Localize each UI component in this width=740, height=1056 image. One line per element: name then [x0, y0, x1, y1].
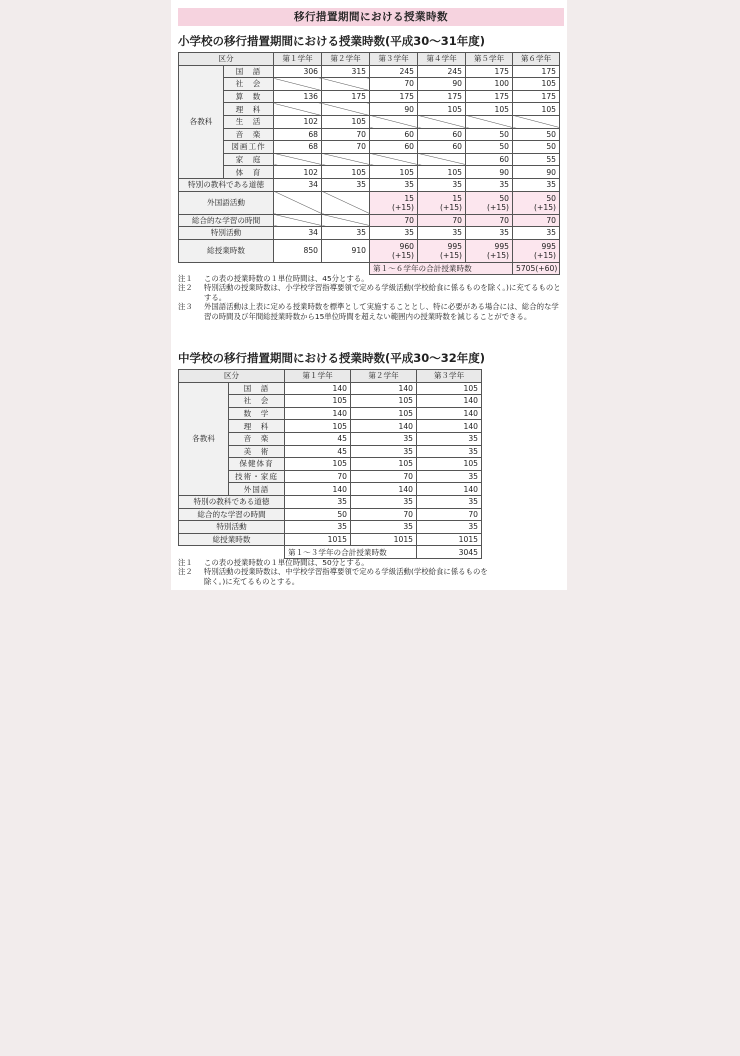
subject-label: 保健体育 [229, 458, 285, 471]
value-cell: 50 [466, 128, 513, 141]
value-cell: 35 [513, 227, 560, 240]
table-row [179, 533, 482, 546]
value-cell: 70 [370, 214, 418, 227]
value-extra: (+15) [440, 202, 462, 212]
value-cell: 105 [351, 458, 417, 471]
value-cell: 175 [513, 65, 560, 78]
value-extra: (+15) [392, 250, 414, 260]
value-cell: 35 [285, 521, 351, 534]
table-row [179, 521, 482, 534]
subject-label: 音 楽 [224, 128, 274, 141]
value-cell: 105 [285, 420, 351, 433]
junior-notes [178, 558, 488, 586]
value-cell: 70 [513, 214, 560, 227]
value-cell: 140 [417, 407, 482, 420]
header-cell: 第６学年 [513, 53, 560, 66]
value-cell: 35 [322, 178, 370, 191]
note-key: 注２ [178, 283, 193, 293]
value-cell: 35 [370, 178, 418, 191]
subject-label: 社 会 [229, 395, 285, 408]
value-main: 995 [541, 241, 556, 251]
header-cell: 第１学年 [285, 370, 351, 383]
value-cell [466, 239, 513, 262]
note-key: 注１ [178, 558, 193, 567]
note-item [178, 567, 488, 586]
integrated-label: 総合的な学習の時間 [179, 214, 274, 227]
note-key: 注２ [178, 567, 193, 577]
value-cell: 70 [351, 470, 417, 483]
value-extra: (+15) [392, 202, 414, 212]
value-cell: 35 [417, 470, 482, 483]
value-cell: 140 [351, 483, 417, 496]
value-cell [370, 239, 418, 262]
value-main: 50 [546, 193, 556, 203]
value-cell: 34 [274, 227, 322, 240]
note-key: 注１ [178, 274, 193, 283]
value-cell: 68 [274, 141, 322, 154]
foreign-label: 外国語活動 [179, 191, 274, 214]
value-cell: 70 [351, 508, 417, 521]
value-cell: 35 [322, 227, 370, 240]
value-cell: 105 [417, 382, 482, 395]
empty-cell [322, 153, 370, 166]
value-cell: 102 [274, 166, 322, 179]
value-cell: 306 [274, 65, 322, 78]
value-cell: 140 [285, 483, 351, 496]
elementary-notes [178, 274, 562, 321]
page-banner: 移行措置期間における授業時数 [178, 8, 564, 26]
value-main: 50 [499, 193, 509, 203]
subject-label: 図画工作 [224, 141, 274, 154]
value-cell [418, 191, 466, 214]
table-row [179, 153, 560, 166]
value-cell: 105 [322, 115, 370, 128]
value-cell: 105 [370, 166, 418, 179]
table-row [179, 115, 560, 128]
value-cell: 90 [418, 78, 466, 91]
table-row [179, 128, 560, 141]
sum-row [179, 546, 482, 559]
moral-label: 特別の教科である道徳 [179, 178, 274, 191]
subject-label: 数 学 [229, 407, 285, 420]
empty-cell [370, 153, 418, 166]
value-cell: 60 [418, 128, 466, 141]
value-cell: 910 [322, 239, 370, 262]
value-cell: 50 [285, 508, 351, 521]
header-cell: 第３学年 [370, 53, 418, 66]
row-label: 特別の教科である道徳 [179, 495, 285, 508]
value-cell: 35 [466, 227, 513, 240]
subject-label: 国 語 [224, 65, 274, 78]
value-cell: 140 [351, 382, 417, 395]
subject-label: 家 庭 [224, 153, 274, 166]
empty-cell [274, 103, 322, 116]
group-label: 各教科 [179, 382, 229, 495]
header-cell: 第２学年 [322, 53, 370, 66]
subject-label: 算 数 [224, 90, 274, 103]
note-key: 注３ [178, 302, 193, 312]
value-cell: 35 [285, 495, 351, 508]
value-cell: 175 [513, 90, 560, 103]
empty-cell [274, 153, 322, 166]
value-cell [370, 191, 418, 214]
table-row [179, 227, 560, 240]
subject-label: 理 科 [229, 420, 285, 433]
blank-cell [179, 546, 285, 559]
value-cell: 45 [285, 432, 351, 445]
row-label: 総授業時数 [179, 533, 285, 546]
empty-cell [322, 214, 370, 227]
value-cell: 175 [322, 90, 370, 103]
value-cell: 35 [351, 432, 417, 445]
elementary-title: 小学校の移行措置期間における授業時数(平成30〜31年度) [178, 34, 486, 48]
row-label: 特別活動 [179, 521, 285, 534]
value-main: 995 [447, 241, 462, 251]
value-cell: 315 [322, 65, 370, 78]
sum-label: 第１〜３学年の合計授業時数 [285, 546, 417, 559]
value-cell: 1015 [417, 533, 482, 546]
table-row [179, 90, 560, 103]
note-item [178, 558, 488, 567]
empty-cell [274, 214, 322, 227]
value-cell: 60 [466, 153, 513, 166]
value-cell: 70 [322, 128, 370, 141]
empty-cell [418, 153, 466, 166]
value-cell: 175 [370, 90, 418, 103]
value-cell: 45 [285, 445, 351, 458]
value-cell: 245 [418, 65, 466, 78]
header-cell: 第１学年 [274, 53, 322, 66]
empty-cell [322, 78, 370, 91]
table-row [179, 214, 560, 227]
note-item [178, 274, 562, 283]
table-row [179, 103, 560, 116]
subject-label: 社 会 [224, 78, 274, 91]
value-cell: 60 [418, 141, 466, 154]
header-cell: 区分 [179, 370, 285, 383]
subject-label: 技術・家庭 [229, 470, 285, 483]
value-cell: 35 [417, 521, 482, 534]
value-cell: 105 [418, 103, 466, 116]
value-cell: 105 [285, 395, 351, 408]
value-cell [513, 191, 560, 214]
value-cell: 102 [274, 115, 322, 128]
header-cell: 第４学年 [418, 53, 466, 66]
value-cell: 60 [370, 141, 418, 154]
note-text: 特別活動の授業時数は、小学校学習指導要領で定める学級活動(学校給食に係るものを除く。)に充てるものとする。 [204, 283, 561, 302]
row-label: 総合的な学習の時間 [179, 508, 285, 521]
note-text: この表の授業時数の１単位時間は、50分とする。 [204, 558, 369, 567]
value-cell: 35 [417, 432, 482, 445]
value-cell [466, 191, 513, 214]
value-extra: (+15) [534, 202, 556, 212]
table-header-row [179, 53, 560, 66]
value-cell: 70 [466, 214, 513, 227]
table-row [179, 508, 482, 521]
empty-cell [322, 103, 370, 116]
value-cell: 70 [285, 470, 351, 483]
value-cell: 90 [513, 166, 560, 179]
table-row [179, 166, 560, 179]
value-extra: (+15) [534, 250, 556, 260]
value-cell: 105 [351, 407, 417, 420]
table-row [179, 191, 560, 214]
empty-cell [513, 115, 560, 128]
subject-label: 理 科 [224, 103, 274, 116]
junior-table [178, 369, 482, 559]
empty-cell [274, 191, 322, 214]
note-text: 外国語活動は上表に定める授業時数を標準として実施することとし、特に必要がある場合には、総合的な学習の時間及び年間総授業時数から15単位時間を超えない範囲内の授業時数を減じることができる。 [204, 302, 559, 321]
empty-cell [418, 115, 466, 128]
value-cell: 70 [417, 508, 482, 521]
sum-value: 3045 [417, 546, 482, 559]
value-cell: 68 [274, 128, 322, 141]
value-cell: 35 [466, 178, 513, 191]
table-row [179, 141, 560, 154]
value-cell: 136 [274, 90, 322, 103]
table-row [179, 65, 560, 78]
table-row [179, 78, 560, 91]
value-cell [513, 239, 560, 262]
value-extra: (+15) [487, 202, 509, 212]
value-main: 15 [404, 193, 414, 203]
value-cell: 105 [322, 166, 370, 179]
value-cell: 34 [274, 178, 322, 191]
table-row [179, 239, 560, 262]
header-cell: 第５学年 [466, 53, 513, 66]
note-text: この表の授業時数の１単位時間は、45分とする。 [204, 274, 369, 283]
value-cell: 140 [417, 483, 482, 496]
value-cell: 70 [418, 214, 466, 227]
value-cell: 175 [418, 90, 466, 103]
value-cell: 90 [370, 103, 418, 116]
junior-title: 中学校の移行措置期間における授業時数(平成30〜32年度) [178, 351, 486, 365]
value-cell: 1015 [285, 533, 351, 546]
value-cell: 105 [285, 458, 351, 471]
value-cell: 35 [418, 227, 466, 240]
value-cell: 35 [513, 178, 560, 191]
value-cell: 35 [417, 495, 482, 508]
value-cell [418, 239, 466, 262]
subject-label: 生 活 [224, 115, 274, 128]
empty-cell [322, 191, 370, 214]
value-extra: (+15) [487, 250, 509, 260]
value-cell: 105 [417, 458, 482, 471]
subject-label: 国 語 [229, 382, 285, 395]
value-cell: 140 [285, 407, 351, 420]
total-label: 総授業時数 [179, 239, 274, 262]
table-row [179, 495, 482, 508]
value-cell: 105 [513, 78, 560, 91]
value-cell: 35 [351, 495, 417, 508]
value-cell: 60 [370, 128, 418, 141]
note-item [178, 302, 562, 321]
document-page [171, 0, 567, 590]
value-cell: 50 [513, 128, 560, 141]
value-cell: 105 [513, 103, 560, 116]
value-cell: 140 [417, 395, 482, 408]
elementary-table [178, 52, 560, 275]
table-row [179, 178, 560, 191]
special-label: 特別活動 [179, 227, 274, 240]
sum-label: 第１〜６学年の合計授業時数 [370, 262, 513, 275]
empty-cell [370, 115, 418, 128]
value-cell: 850 [274, 239, 322, 262]
value-cell: 100 [466, 78, 513, 91]
value-cell: 140 [417, 420, 482, 433]
sum-row [179, 262, 560, 275]
empty-cell [274, 78, 322, 91]
subject-label: 外国語 [229, 483, 285, 496]
table-row [179, 382, 482, 395]
value-cell: 105 [351, 395, 417, 408]
value-cell: 35 [351, 445, 417, 458]
subject-label: 体 育 [224, 166, 274, 179]
value-cell: 50 [513, 141, 560, 154]
value-cell: 140 [351, 420, 417, 433]
blank-cell [179, 262, 370, 275]
value-cell: 70 [322, 141, 370, 154]
value-main: 995 [494, 241, 509, 251]
value-cell: 105 [418, 166, 466, 179]
value-cell: 140 [285, 382, 351, 395]
value-cell: 105 [466, 103, 513, 116]
value-extra: (+15) [440, 250, 462, 260]
value-cell: 175 [466, 65, 513, 78]
value-cell: 175 [466, 90, 513, 103]
header-cell: 第３学年 [417, 370, 482, 383]
value-cell: 1015 [351, 533, 417, 546]
value-cell: 35 [351, 521, 417, 534]
value-cell: 35 [417, 445, 482, 458]
subject-label: 美 術 [229, 445, 285, 458]
header-cell: 第２学年 [351, 370, 417, 383]
empty-cell [466, 115, 513, 128]
group-label: 各教科 [179, 65, 224, 178]
value-cell: 70 [370, 78, 418, 91]
sum-value: 5705(+60) [513, 262, 560, 275]
value-cell: 50 [466, 141, 513, 154]
header-cell: 区分 [179, 53, 274, 66]
value-cell: 245 [370, 65, 418, 78]
value-cell: 55 [513, 153, 560, 166]
value-cell: 35 [370, 227, 418, 240]
note-text: 特別活動の授業時数は、中学校学習指導要領で定める学級活動(学校給食に係るものを除く。)に充てるものとする。 [204, 567, 488, 586]
value-main: 960 [399, 241, 414, 251]
note-item [178, 283, 562, 302]
table-header-row [179, 370, 482, 383]
value-main: 15 [452, 193, 462, 203]
value-cell: 90 [466, 166, 513, 179]
value-cell: 35 [418, 178, 466, 191]
subject-label: 音 楽 [229, 432, 285, 445]
